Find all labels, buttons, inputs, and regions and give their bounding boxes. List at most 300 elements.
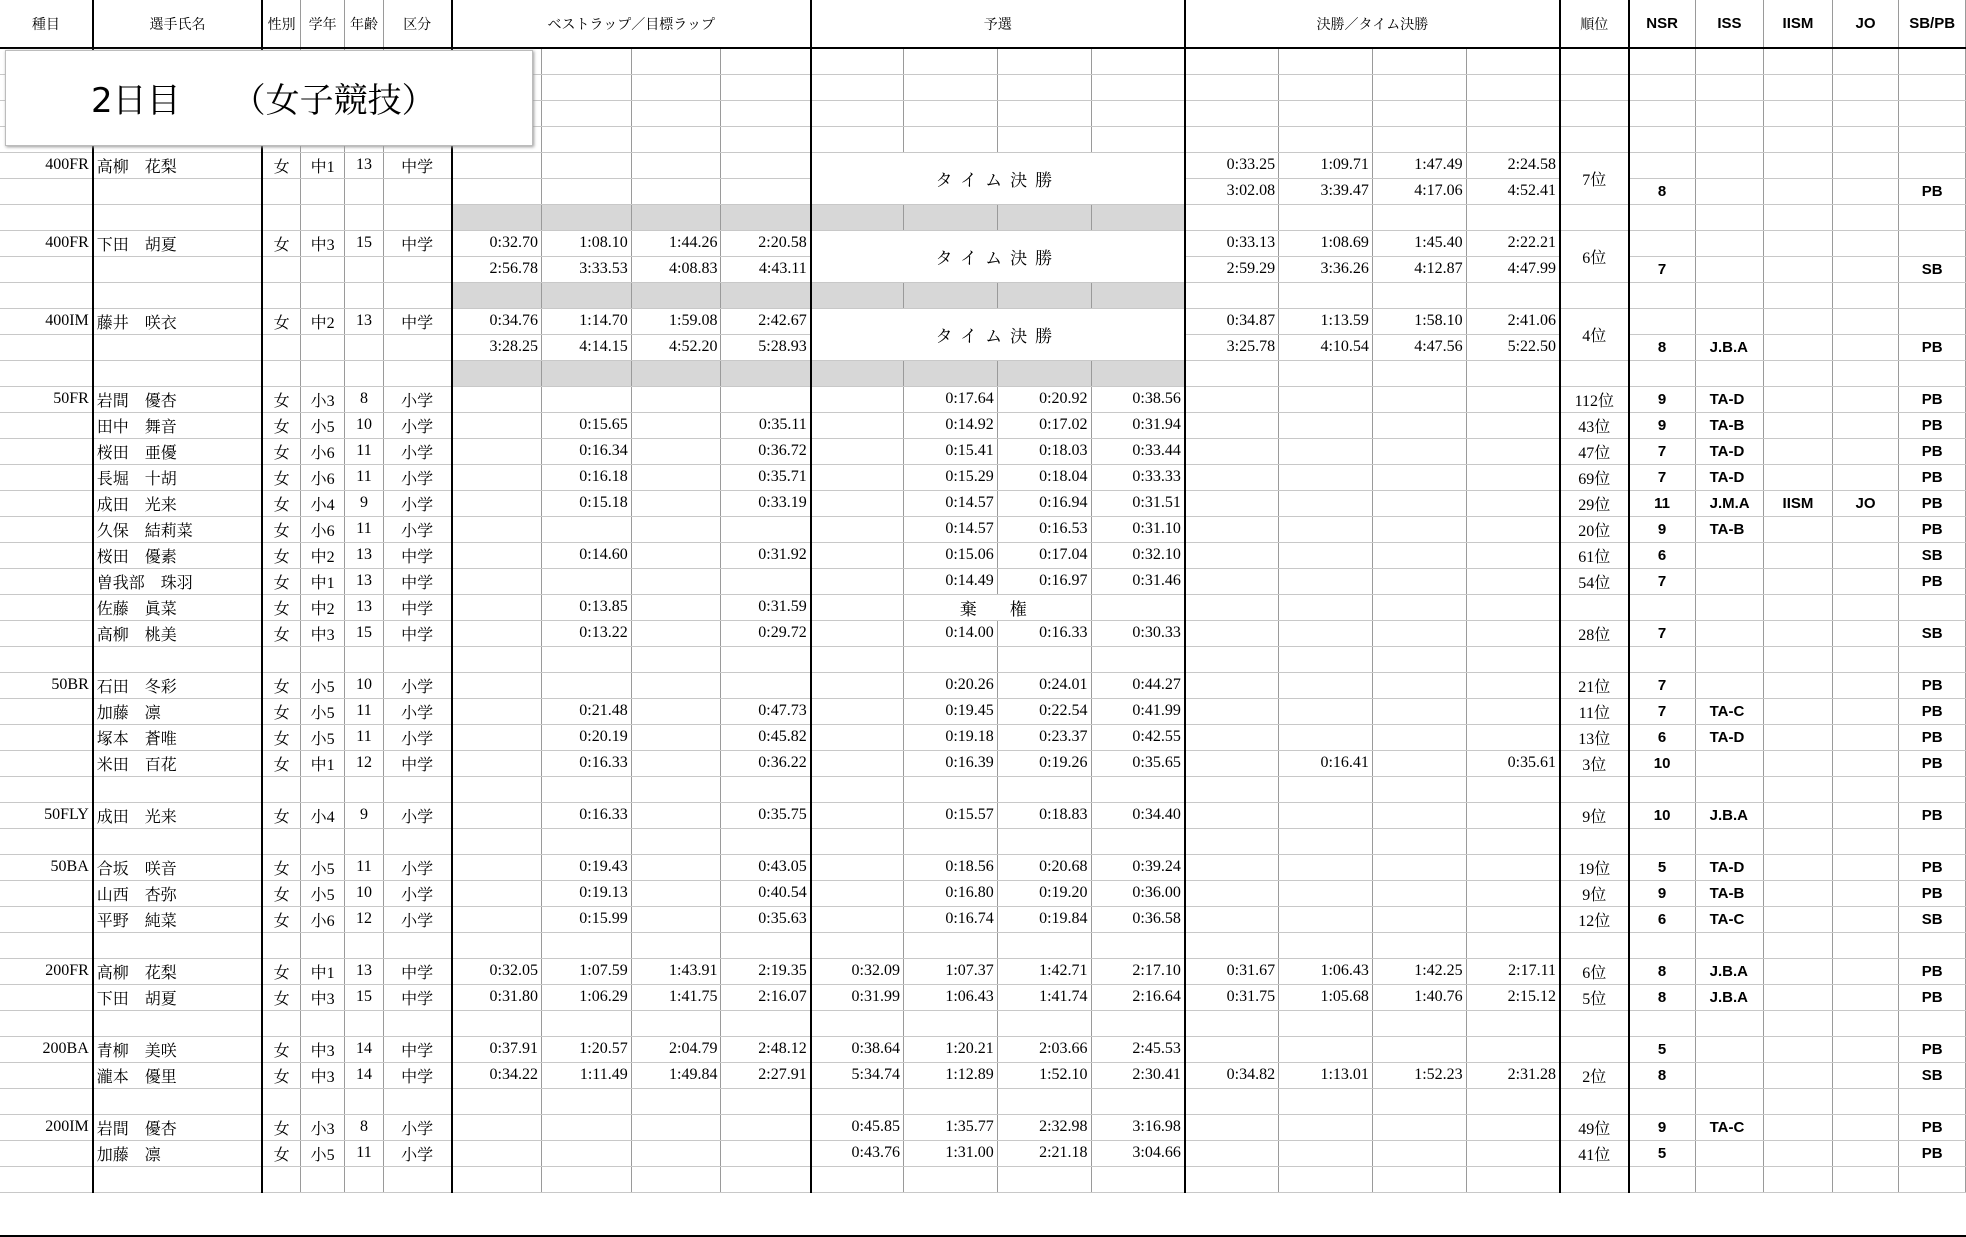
sbpb-cell: PB: [1899, 724, 1966, 750]
empty-cell: [631, 126, 721, 152]
final-cell: 1:40.76: [1372, 984, 1466, 1010]
best-lap-cell: 0:34.22: [452, 1062, 542, 1088]
prelim-cell: 0:36.58: [1091, 906, 1185, 932]
best-lap-cell: 0:21.48: [541, 698, 631, 724]
nsr-cell: 8: [1629, 984, 1696, 1010]
iism-cell: [1764, 412, 1833, 438]
iism-cell: [1764, 1140, 1833, 1166]
division-cell: [383, 256, 452, 282]
prelim-cell: [811, 568, 904, 594]
best-lap-cell: [631, 516, 721, 542]
final-cell: [1466, 438, 1560, 464]
event-cell: [0, 516, 93, 542]
empty-cell: [1466, 1010, 1560, 1036]
iss-cell: [1695, 594, 1764, 620]
empty-cell: [904, 360, 998, 386]
empty-cell: [811, 204, 904, 230]
final-cell: 3:02.08: [1185, 178, 1279, 204]
rank-cell: [1560, 594, 1629, 620]
jo-cell: [1832, 230, 1899, 256]
final-cell: 4:52.41: [1466, 178, 1560, 204]
empty-cell: [1091, 100, 1185, 126]
sex-cell: 女: [262, 438, 300, 464]
jo-cell: [1832, 802, 1899, 828]
prelim-cell: 0:18.83: [997, 802, 1091, 828]
nsr-cell: 7: [1629, 698, 1696, 724]
sbpb-cell: PB: [1899, 1140, 1966, 1166]
event-cell: [0, 438, 93, 464]
iss-cell: J.M.A: [1695, 490, 1764, 516]
nsr-cell: [1629, 230, 1696, 256]
day-title-box: [5, 50, 533, 146]
sex-cell: 女: [262, 594, 300, 620]
sex-cell: 女: [262, 620, 300, 646]
sex-cell: 女: [262, 698, 300, 724]
prelim-cell: 0:19.18: [904, 724, 998, 750]
header-best-lap: ベストラップ／目標ラップ: [452, 0, 811, 48]
empty-cell: [1899, 776, 1966, 802]
final-cell: [1466, 568, 1560, 594]
prelim-cell: 1:42.71: [997, 958, 1091, 984]
age-cell: 13: [345, 542, 383, 568]
best-lap-cell: [631, 802, 721, 828]
prelim-cell: 1:20.21: [904, 1036, 998, 1062]
final-cell: 1:42.25: [1372, 958, 1466, 984]
event-cell: [0, 1062, 93, 1088]
empty-cell: [1279, 1010, 1373, 1036]
empty-cell: [1091, 828, 1185, 854]
best-lap-cell: 2:27.91: [721, 1062, 811, 1088]
empty-cell: [1832, 646, 1899, 672]
final-cell: [1185, 750, 1279, 776]
swimmer-name: 下田 胡夏: [93, 984, 262, 1010]
division-cell: 小学: [383, 880, 452, 906]
sbpb-cell: PB: [1899, 490, 1966, 516]
best-lap-cell: [631, 698, 721, 724]
sbpb-cell: [1899, 594, 1966, 620]
empty-cell: [1466, 126, 1560, 152]
empty-cell: [93, 360, 262, 386]
iism-cell: [1764, 1114, 1833, 1140]
table-row: [0, 152, 1966, 178]
empty-cell: [811, 646, 904, 672]
empty-cell: [452, 646, 542, 672]
final-cell: [1372, 412, 1466, 438]
empty-cell: [997, 126, 1091, 152]
best-lap-cell: 5:28.93: [721, 334, 811, 360]
sbpb-cell: PB: [1899, 412, 1966, 438]
sex-cell: 女: [262, 880, 300, 906]
best-lap-cell: 0:14.60: [541, 542, 631, 568]
empty-cell: [1899, 204, 1966, 230]
empty-cell: [1560, 1166, 1629, 1192]
iism-cell: [1764, 594, 1833, 620]
empty-cell: [1832, 360, 1899, 386]
prelim-cell: 0:15.41: [904, 438, 998, 464]
prelim-cell: [811, 750, 904, 776]
swimmer-name: 田中 舞音: [93, 412, 262, 438]
prelim-cell: 0:44.27: [1091, 672, 1185, 698]
best-lap-cell: 0:34.76: [452, 308, 542, 334]
sex-cell: 女: [262, 750, 300, 776]
table-row: [0, 802, 1966, 828]
rank-cell: 29位: [1560, 490, 1629, 516]
best-lap-cell: 4:08.83: [631, 256, 721, 282]
prelim-cell: [811, 542, 904, 568]
jo-cell: [1832, 152, 1899, 178]
empty-cell: [721, 360, 811, 386]
final-cell: 0:31.75: [1185, 984, 1279, 1010]
prelim-cell: 0:16.97: [997, 568, 1091, 594]
separator-row: [0, 204, 1966, 230]
table-row: [0, 568, 1966, 594]
empty-cell: [1629, 48, 1696, 74]
final-cell: [1466, 542, 1560, 568]
age-cell: 14: [345, 1036, 383, 1062]
age-cell: 11: [345, 516, 383, 542]
empty-cell: [93, 646, 262, 672]
nsr-cell: 5: [1629, 1140, 1696, 1166]
swimmer-name: 加藤 凛: [93, 1140, 262, 1166]
jo-cell: [1832, 880, 1899, 906]
empty-cell: [1695, 74, 1764, 100]
prelim-cell: 0:18.56: [904, 854, 998, 880]
prelim-cell: [811, 620, 904, 646]
age-cell: [345, 334, 383, 360]
empty-cell: [452, 282, 542, 308]
table-row: [0, 1140, 1966, 1166]
empty-cell: [541, 1166, 631, 1192]
empty-cell: [1466, 932, 1560, 958]
empty-cell: [1091, 1166, 1185, 1192]
age-cell: 15: [345, 230, 383, 256]
empty-cell: [904, 282, 998, 308]
best-lap-cell: 1:43.91: [631, 958, 721, 984]
table-row: [0, 1062, 1966, 1088]
empty-cell: [300, 204, 344, 230]
empty-cell: [345, 1166, 383, 1192]
final-cell: [1185, 438, 1279, 464]
table-row: [0, 542, 1966, 568]
iss-cell: TA-C: [1695, 698, 1764, 724]
grade-cell: [300, 334, 344, 360]
division-cell: 中学: [383, 542, 452, 568]
empty-cell: [452, 360, 542, 386]
division-cell: 中学: [383, 230, 452, 256]
best-lap-cell: 2:19.35: [721, 958, 811, 984]
final-cell: [1372, 880, 1466, 906]
empty-cell: [904, 1088, 998, 1114]
nsr-cell: [1629, 308, 1696, 334]
empty-cell: [0, 1010, 93, 1036]
prelim-cell: 0:14.57: [904, 516, 998, 542]
division-cell: 中学: [383, 152, 452, 178]
empty-cell: [631, 1088, 721, 1114]
age-cell: 14: [345, 1062, 383, 1088]
empty-cell: [1372, 1166, 1466, 1192]
empty-cell: [1832, 126, 1899, 152]
final-cell: 2:59.29: [1185, 256, 1279, 282]
division-cell: 小学: [383, 1140, 452, 1166]
best-lap-cell: [541, 516, 631, 542]
best-lap-cell: [631, 386, 721, 412]
final-cell: 3:39.47: [1279, 178, 1373, 204]
final-cell: [1372, 594, 1466, 620]
final-cell: [1279, 880, 1373, 906]
event-cell: [0, 698, 93, 724]
sbpb-cell: PB: [1899, 568, 1966, 594]
final-cell: [1279, 906, 1373, 932]
empty-cell: [262, 828, 300, 854]
nsr-cell: 5: [1629, 1036, 1696, 1062]
prelim-cell: 0:31.10: [1091, 516, 1185, 542]
jo-cell: [1832, 1036, 1899, 1062]
best-lap-cell: 2:20.58: [721, 230, 811, 256]
iss-cell: [1695, 230, 1764, 256]
best-lap-cell: 0:13.22: [541, 620, 631, 646]
empty-cell: [1560, 1010, 1629, 1036]
empty-cell: [1466, 74, 1560, 100]
final-cell: [1185, 724, 1279, 750]
iss-cell: [1695, 542, 1764, 568]
header-iism: IISM: [1764, 0, 1833, 48]
swimmer-name: [93, 334, 262, 360]
empty-cell: [1764, 828, 1833, 854]
best-lap-cell: 1:07.59: [541, 958, 631, 984]
iss-cell: [1695, 256, 1764, 282]
iss-cell: TA-D: [1695, 386, 1764, 412]
event-cell: [0, 906, 93, 932]
sex-cell: 女: [262, 1062, 300, 1088]
best-lap-cell: 2:16.07: [721, 984, 811, 1010]
final-cell: [1466, 802, 1560, 828]
prelim-cell: 5:34.74: [811, 1062, 904, 1088]
empty-cell: [262, 282, 300, 308]
empty-cell: [811, 126, 904, 152]
iism-cell: [1764, 620, 1833, 646]
division-cell: 中学: [383, 984, 452, 1010]
final-cell: [1466, 490, 1560, 516]
empty-cell: [383, 932, 452, 958]
empty-cell: [1695, 1088, 1764, 1114]
best-lap-cell: 2:56.78: [452, 256, 542, 282]
best-lap-cell: 0:32.05: [452, 958, 542, 984]
empty-cell: [1091, 1010, 1185, 1036]
best-lap-cell: 3:28.25: [452, 334, 542, 360]
age-cell: 9: [345, 490, 383, 516]
prelim-cell: 0:24.01: [997, 672, 1091, 698]
prelim-cell: 0:17.04: [997, 542, 1091, 568]
prelim-cell: [811, 594, 904, 620]
empty-cell: [1832, 828, 1899, 854]
iism-cell: [1764, 958, 1833, 984]
event-cell: [0, 984, 93, 1010]
sbpb-cell: SB: [1899, 542, 1966, 568]
prelim-cell: 3:04.66: [1091, 1140, 1185, 1166]
final-cell: [1372, 438, 1466, 464]
empty-cell: [1560, 282, 1629, 308]
prelim-cell: 0:41.99: [1091, 698, 1185, 724]
rank-cell: 3位: [1560, 750, 1629, 776]
header-age: 年齢: [345, 0, 383, 48]
empty-cell: [0, 828, 93, 854]
empty-cell: [904, 1166, 998, 1192]
table-row: [0, 672, 1966, 698]
empty-cell: [1695, 100, 1764, 126]
empty-cell: [1560, 646, 1629, 672]
empty-cell: [997, 100, 1091, 126]
iss-cell: [1695, 178, 1764, 204]
empty-cell: [1372, 1010, 1466, 1036]
final-cell: [1372, 906, 1466, 932]
prelim-cell: 2:03.66: [997, 1036, 1091, 1062]
empty-cell: [1899, 1010, 1966, 1036]
empty-cell: [0, 1166, 93, 1192]
empty-cell: [811, 48, 904, 74]
empty-cell: [1832, 204, 1899, 230]
prelim-cell: [811, 698, 904, 724]
empty-cell: [383, 204, 452, 230]
jo-cell: [1832, 750, 1899, 776]
empty-cell: [811, 100, 904, 126]
rank-cell: 54位: [1560, 568, 1629, 594]
empty-cell: [1091, 360, 1185, 386]
empty-cell: [904, 48, 998, 74]
final-cell: [1279, 412, 1373, 438]
jo-cell: [1832, 386, 1899, 412]
final-cell: [1372, 802, 1466, 828]
final-cell: 0:34.87: [1185, 308, 1279, 334]
iss-cell: [1695, 568, 1764, 594]
final-cell: [1466, 1036, 1560, 1062]
table-row: [0, 620, 1966, 646]
swimmer-name: 高柳 花梨: [93, 152, 262, 178]
prelim-cell: [811, 672, 904, 698]
rank-cell: 41位: [1560, 1140, 1629, 1166]
sbpb-cell: PB: [1899, 984, 1966, 1010]
final-cell: [1279, 386, 1373, 412]
prelim-cell: 0:14.57: [904, 490, 998, 516]
sex-cell: 女: [262, 412, 300, 438]
prelim-cell: 0:14.49: [904, 568, 998, 594]
prelim-cell: 0:31.51: [1091, 490, 1185, 516]
nsr-cell: 9: [1629, 386, 1696, 412]
final-cell: [1279, 568, 1373, 594]
empty-row: [0, 1010, 1966, 1036]
best-lap-cell: [452, 672, 542, 698]
final-cell: 2:24.58: [1466, 152, 1560, 178]
jo-cell: [1832, 334, 1899, 360]
prelim-cell: 0:15.57: [904, 802, 998, 828]
final-cell: 0:35.61: [1466, 750, 1560, 776]
sbpb-cell: PB: [1899, 386, 1966, 412]
empty-cell: [1899, 282, 1966, 308]
swimmer-name: [93, 178, 262, 204]
final-cell: [1279, 516, 1373, 542]
iism-cell: [1764, 880, 1833, 906]
jo-cell: [1832, 906, 1899, 932]
empty-cell: [383, 646, 452, 672]
sex-cell: 女: [262, 464, 300, 490]
final-cell: [1185, 542, 1279, 568]
grade-cell: 中3: [300, 230, 344, 256]
empty-cell: [0, 1088, 93, 1114]
sbpb-cell: PB: [1899, 178, 1966, 204]
final-cell: 4:47.99: [1466, 256, 1560, 282]
empty-cell: [452, 932, 542, 958]
empty-cell: [1764, 932, 1833, 958]
swimmer-name: 高柳 桃美: [93, 620, 262, 646]
sex-cell: 女: [262, 1114, 300, 1140]
final-cell: [1372, 698, 1466, 724]
final-cell: [1185, 854, 1279, 880]
event-cell: 50FR: [0, 386, 93, 412]
age-cell: [345, 178, 383, 204]
nsr-cell: 5: [1629, 854, 1696, 880]
final-cell: 1:06.43: [1279, 958, 1373, 984]
prelim-cell: 2:17.10: [1091, 958, 1185, 984]
final-cell: 1:52.23: [1372, 1062, 1466, 1088]
sex-cell: 女: [262, 568, 300, 594]
prelim-cell: 1:12.89: [904, 1062, 998, 1088]
table-row: [0, 958, 1966, 984]
nsr-cell: 10: [1629, 802, 1696, 828]
swimmer-name: 米田 百花: [93, 750, 262, 776]
rank-cell: 5位: [1560, 984, 1629, 1010]
empty-cell: [452, 828, 542, 854]
rank-cell: 13位: [1560, 724, 1629, 750]
best-lap-cell: 3:33.53: [541, 256, 631, 282]
best-lap-cell: [631, 1140, 721, 1166]
empty-cell: [1899, 74, 1966, 100]
empty-cell: [721, 646, 811, 672]
empty-cell: [631, 646, 721, 672]
final-cell: [1466, 854, 1560, 880]
best-lap-cell: [631, 672, 721, 698]
sex-cell: 女: [262, 230, 300, 256]
sex-cell: 女: [262, 490, 300, 516]
iss-cell: J.B.A: [1695, 984, 1764, 1010]
rank-cell: [1560, 1036, 1629, 1062]
rank-cell: 4位: [1560, 308, 1629, 360]
age-cell: 11: [345, 724, 383, 750]
iism-cell: [1764, 1036, 1833, 1062]
iss-cell: TA-D: [1695, 464, 1764, 490]
empty-cell: [93, 776, 262, 802]
empty-cell: [721, 1088, 811, 1114]
best-lap-cell: 2:04.79: [631, 1036, 721, 1062]
sbpb-cell: PB: [1899, 438, 1966, 464]
final-cell: [1279, 438, 1373, 464]
empty-cell: [1185, 828, 1279, 854]
empty-cell: [1899, 1088, 1966, 1114]
final-cell: [1372, 542, 1466, 568]
empty-cell: [631, 360, 721, 386]
best-lap-cell: [541, 1114, 631, 1140]
grade-cell: [300, 256, 344, 282]
empty-cell: [1185, 932, 1279, 958]
empty-cell: [300, 1166, 344, 1192]
empty-cell: [1832, 776, 1899, 802]
best-lap-cell: [631, 490, 721, 516]
empty-cell: [721, 776, 811, 802]
empty-cell: [262, 776, 300, 802]
final-cell: [1466, 516, 1560, 542]
iism-cell: IISM: [1764, 490, 1833, 516]
best-lap-cell: 0:29.72: [721, 620, 811, 646]
empty-cell: [0, 932, 93, 958]
iism-cell: [1764, 230, 1833, 256]
